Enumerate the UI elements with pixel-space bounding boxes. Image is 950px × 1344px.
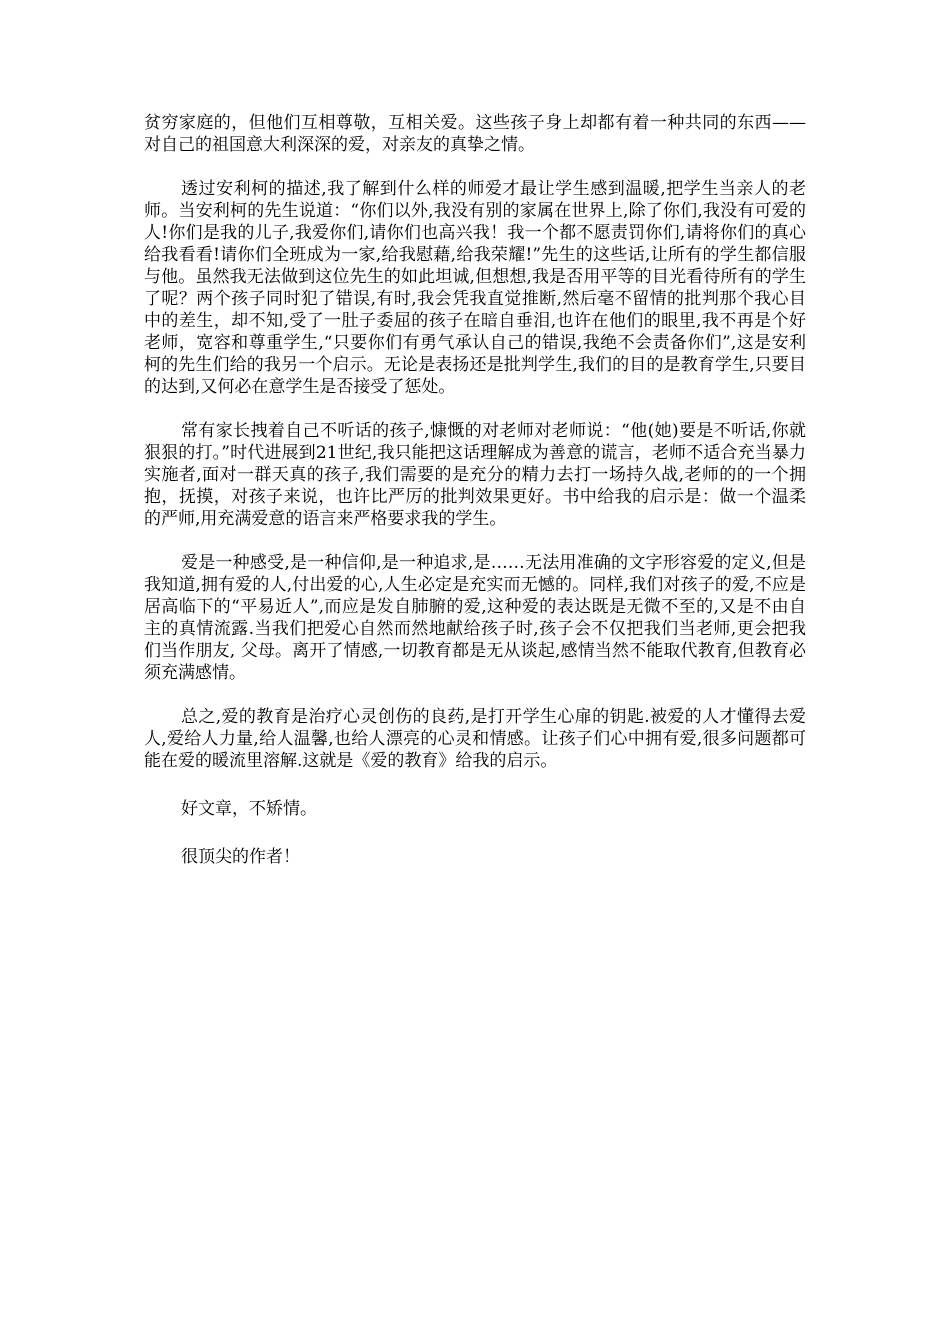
- paragraph-2: 透过安利柯的描述,我了解到什么样的师爱才最让学生感到温暖,把学生当亲人的老师。当安利柯的先生说道：“你们以外,我没有别的家属在世界上,除了你们,我没有可爱的人!你们是我的儿子,我爱你们,请你们也高兴我！我一个都不愿责罚你们,请将你们的真心给我看看!请你们全班成为一家,给我慰藉,给我荣耀!”先生的这些话,让所有的学生都信服与他。虽然我无法做到这位先生的如此坦诚,但想想,我是否用平等的目光看待所有的学生了呢？两个孩子同时犯了错误,有时,我会凭我直觉推断,然后毫不留情的批判那个我心目中的差生，却不知,受了一肚子委屈的孩子在暗自垂泪,也许在他们的眼里,我不再是个好老师，宽容和尊重学生,“只要你们有勇气承认自己的错误,我绝不会责备你们”,这是安利柯的先生们给的我另一个启示。无论是表扬还是批判学生,我们的目的是教育学生,只要目的达到,又何必在意学生是否接受了惩处。: [144, 179, 806, 397]
- paragraph-5: 总之,爱的教育是治疗心灵创伤的良药,是打开学生心扉的钥匙.被爱的人才懂得去爱人,爱给人力量,给人温馨,也给人漂亮的心灵和情感。让孩子们心中拥有爱,很多问题都可能在爱的暖流里溶解.这就是《爱的教育》给我的启示。: [144, 707, 806, 771]
- paragraph-3: 常有家长拽着自己不听话的孩子,慷慨的对老师对老师说：“他(她)要是不听话,你就狠狠的打。”时代进展到21世纪,我只能把这话理解成为善意的谎言，老师不适合充当暴力实施者,面对一群天真的孩子,我们需要的是充分的精力去打一场持久战,老师的的一个拥抱，抚摸，对孩子来说，也许比严厉的批判效果更好。书中给我的启示是：做一个温柔的严师,用充满爱意的语言来严格要求我的学生。: [144, 421, 806, 529]
- paragraph-1: 贫穷家庭的，但他们互相尊敬，互相关爱。这些孩子身上却都有着一种共同的东西——对自己的祖国意大利深深的爱，对亲友的真挚之情。: [144, 113, 806, 155]
- paragraph-4: 爱是一种感受,是一种信仰,是一种追求,是……无法用准确的文字形容爱的定义,但是我知道,拥有爱的人,付出爱的心,人生必定是充实而无憾的。同样,我们对孩子的爱,不应是居高临下的“平易近人”,而应是发自肺腑的爱,这种爱的表达既是无微不至的,又是不由自主的真情流露.当我们把爱心自然而然地献给孩子时,孩子会不仅把我们当老师,更会把我们当作朋友, 父母。离开了情感,一切教育都是无从谈起,感情当然不能取代教育,但教育必须充满感情。: [144, 553, 806, 683]
- paragraph-6: 好文章，不矫情。: [181, 799, 317, 819]
- document-page: [144, 112, 806, 890]
- paragraph-7: 很顶尖的作者！: [181, 847, 300, 867]
